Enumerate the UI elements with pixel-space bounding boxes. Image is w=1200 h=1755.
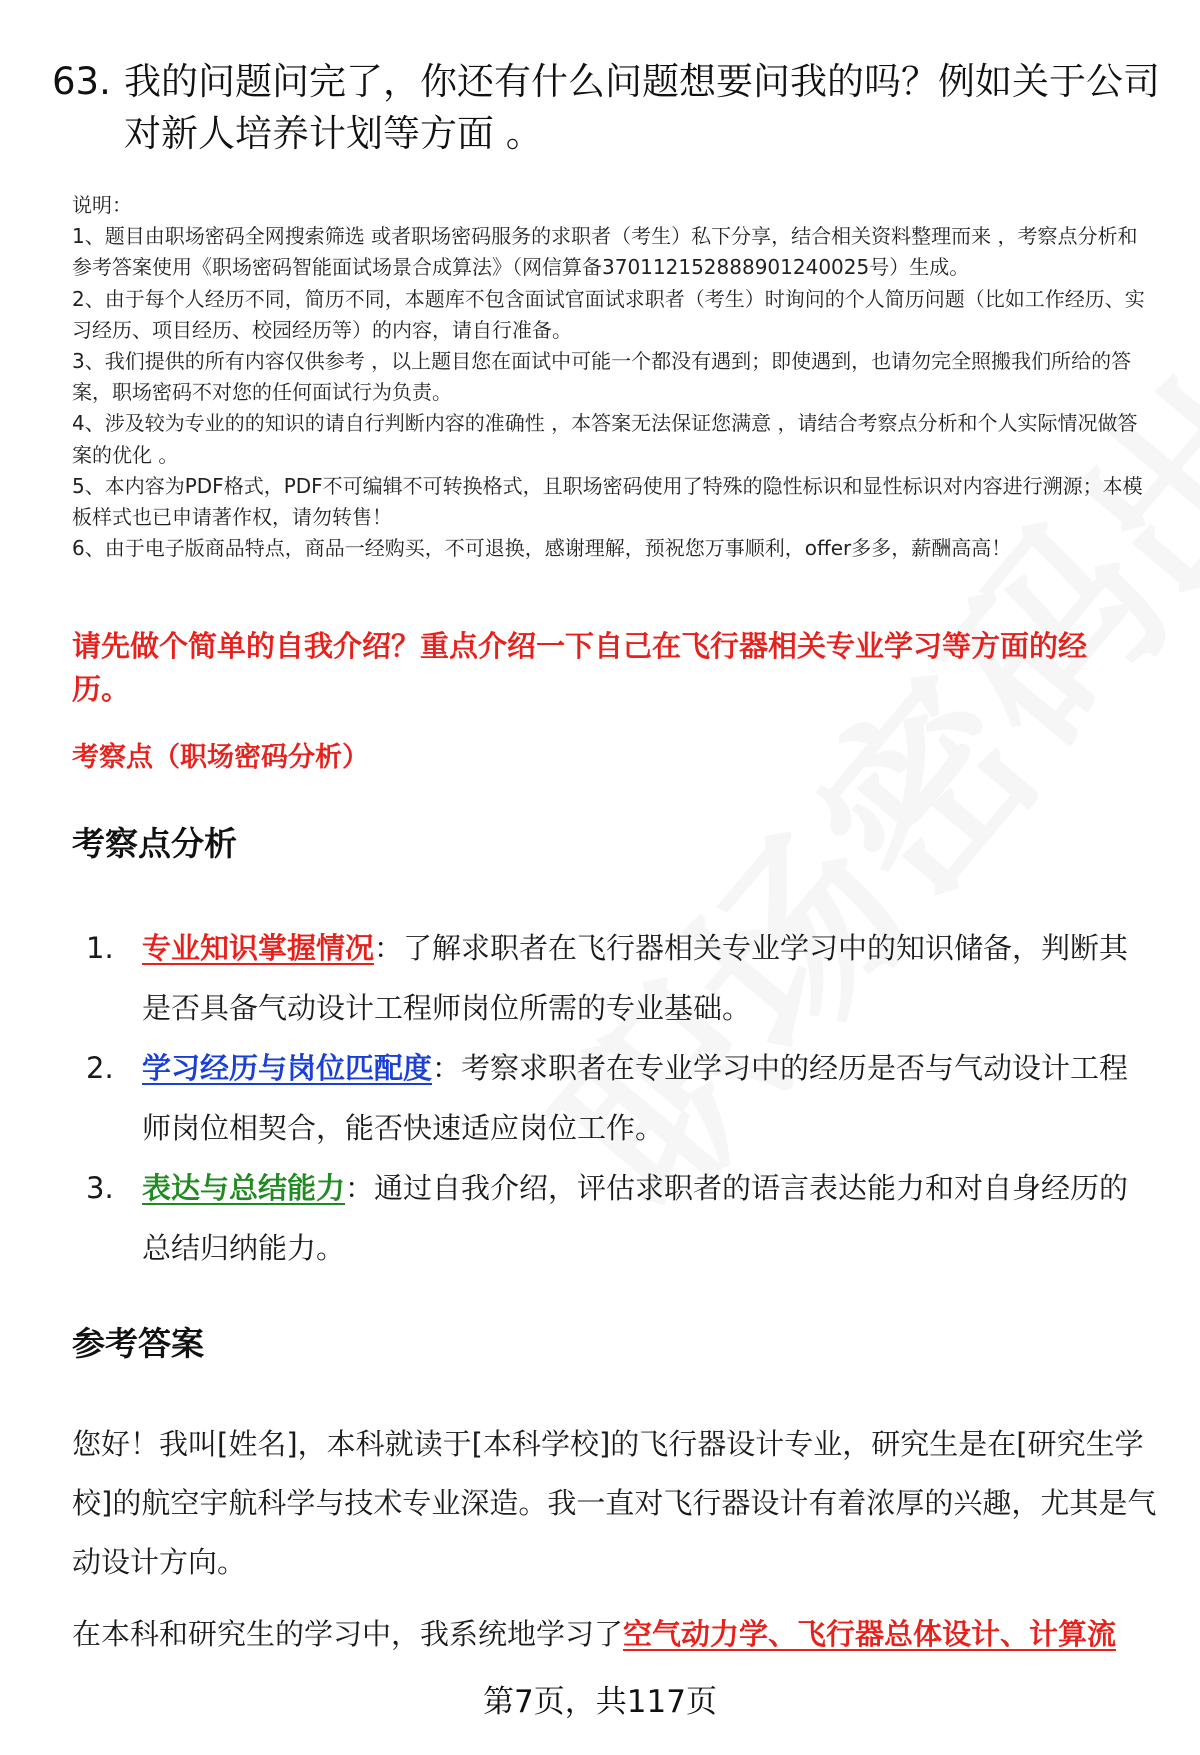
notes-item: 4、涉及较为专业的的知识的请自行判断内容的准确性 ，本答案无法保证您满意 ，请结合考察点分析和个人实际情况做答案的优化 。 — [72, 411, 1138, 467]
question-title — [52, 56, 1162, 160]
analysis-point — [72, 1158, 1152, 1278]
notes-item: 6、由于电子版商品特点，商品一经购买，不可退换，感谢理解，预祝您万事顺利，offer多多，薪酬高高！ — [72, 536, 1012, 561]
notes-item: 3、我们提供的所有内容仅供参考 ，以上题目您在面试中可能一个都没有遇到；即使遇到，也请勿完全照搬我们所给的答案，职场密码不对您的任何面试行为负责。 — [72, 349, 1132, 405]
notes-heading: 说明： — [72, 193, 132, 217]
analysis-point — [72, 918, 1152, 1038]
answer-paragraph: 您好！我叫[姓名]，本科就读于[本科学校]的飞行器设计专业，研究生是在[研究生学校]的航空宇航科学与技术专业深造。我一直对飞行器设计有着浓厚的兴趣，尤其是气动设计方向。 — [72, 1427, 1157, 1579]
point-number: 1. — [86, 931, 114, 965]
point-keyword: 专业知识掌握情况 — [142, 931, 375, 965]
point-keyword: 学习经历与岗位匹配度 — [142, 1051, 433, 1085]
page-footer: 第7页，共117页 — [483, 1684, 717, 1720]
notes-item: 5、本内容为PDF格式，PDF不可编辑不可转换格式，且职场密码使用了特殊的隐性标识和显性标识对内容进行溯源；本模板样式也已申请著作权，请勿转售！ — [72, 473, 1143, 530]
point-number: 3. — [86, 1171, 114, 1205]
point-keyword: 表达与总结能力 — [142, 1171, 346, 1205]
point-text: ：考察求职者在专业学习中的经历是否与气动设计工程师岗位相契合，能否快速适应岗位工作。 — [142, 1051, 1129, 1145]
notes-section — [72, 190, 1152, 564]
answer-para2-text: 在本科和研究生的学习中，我系统地学习了 — [72, 1617, 624, 1651]
answer-highlight: 空气动力学、飞行器总体设计、计算流 — [623, 1617, 1117, 1651]
red-question: 请先做个简单的自我介绍？重点介绍一下自己在飞行器相关专业学习等方面的经历。 — [72, 629, 1088, 706]
analysis-heading: 考察点分析 — [72, 824, 237, 863]
analysis-list — [72, 918, 1152, 1278]
answer-heading: 参考答案 — [72, 1324, 204, 1363]
question-number: 63. — [52, 60, 111, 103]
red-subheading: 考察点（职场密码分析） — [72, 742, 369, 773]
point-text: ：了解求职者在飞行器相关专业学习中的知识储备，判断其是否具备气动设计工程师岗位所需的专业基础。 — [142, 931, 1129, 1025]
analysis-point — [72, 1038, 1152, 1158]
point-text: ：通过自我介绍，评估求职者的语言表达能力和对自身经历的总结归纳能力。 — [142, 1171, 1129, 1265]
point-number: 2. — [86, 1051, 114, 1085]
question-text: 我的问题问完了，你还有什么问题想要问我的吗？例如关于公司对新人培养计划等方面 。 — [124, 60, 1160, 155]
answer-paragraph-2 — [72, 1605, 1182, 1664]
notes-item: 1、题目由职场密码全网搜索筛选 或者职场密码服务的求职者（考生）私下分享，结合相关资料整理而来 ，考察点分析和参考答案使用《职场密码智能面试场景合成算法》（网信算备370112152888901240025号）生成。 — [72, 224, 1138, 280]
notes-item: 2、由于每个人经历不同，简历不同，本题库不包含面试官面试求职者（考生）时询问的个人简历问题（比如工作经历、实习经历、项目经历、校园经历等）的内容，请自行准备。 — [72, 286, 1145, 342]
